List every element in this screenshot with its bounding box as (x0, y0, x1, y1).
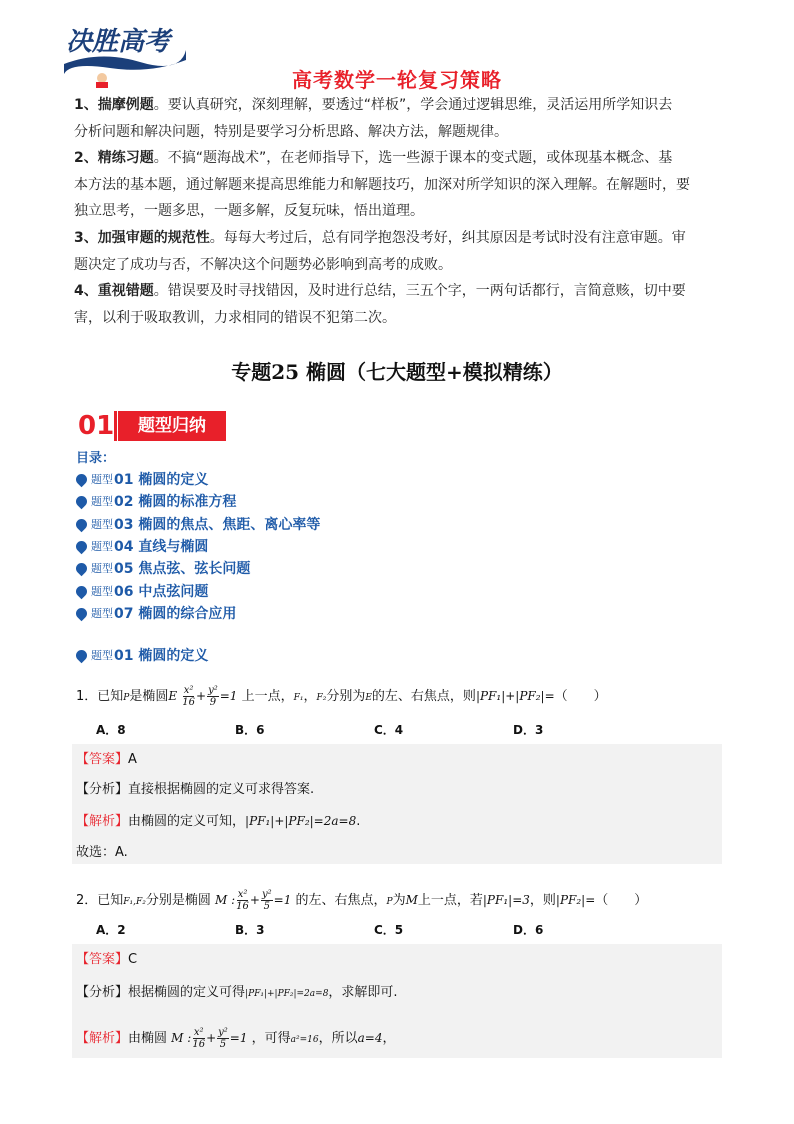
q2-sol-m: M : (171, 1031, 192, 1045)
toc-item-label: 02 椭圆的标准方程 (114, 494, 237, 510)
strategy-item-3 (74, 225, 724, 278)
toc-item-5[interactable] (76, 558, 250, 578)
analysis-eq: |PF₁|+|PF₂|=2a=8 (245, 989, 329, 999)
q1-mid4: 的左、右焦点，则 (371, 689, 476, 704)
frac-num: x² (183, 685, 194, 696)
strategy-head: 4、重视错题 (74, 283, 154, 299)
q2-option-d[interactable]: D．6 (513, 923, 544, 937)
q1-f2: F₂ (316, 693, 327, 703)
q1-solution (76, 810, 360, 829)
strategy-body: 。错误要及时寻找错因，及时进行总结，三五个字，一两句话都行，言简意赅，切中要 (153, 283, 686, 299)
q1-choose (76, 841, 128, 860)
location-pin-icon (74, 538, 90, 554)
q1-mid2: 上一点， (241, 689, 294, 704)
q1-option-c[interactable]: C．4 (374, 723, 404, 737)
q2-expr: |PF₂|= (555, 893, 596, 907)
q1-f1: F₁ (293, 693, 304, 703)
q2-mid5: ，则 (529, 893, 556, 908)
q1-eq-one: =1 (219, 689, 238, 703)
q2-mid1: 分别是椭圆 (145, 893, 211, 908)
toc-type-word: 题型 (91, 562, 113, 575)
section-badge (78, 408, 228, 444)
location-pin-icon (74, 605, 90, 621)
solution-mid: ，可得 (251, 1031, 291, 1046)
strategy-head: 2、精练习题 (74, 150, 154, 166)
frac-den: 16 (236, 901, 249, 912)
frac-num: y² (261, 889, 272, 900)
frac-den: 9 (209, 697, 217, 708)
q1-paren: （ ） (554, 689, 607, 704)
frac-den: 5 (219, 1039, 227, 1050)
strategy-cont: 题决定了成功与否，不解决这个问题势必影响到高考的成败。 (74, 256, 452, 273)
q2-mid4: 上一点，若 (417, 893, 483, 908)
solution-text: 由椭圆的定义可知， (128, 814, 246, 829)
q2-solution: 【解析】由椭圆 M : $\frac{\text{x²}}{16}$ + $\frac{\text{y²}}{5}$ =1 ，可得a²=16，所以a=4， (76, 1027, 396, 1050)
q2-sol-eq-one: =1 (229, 1031, 248, 1045)
q2-option-a[interactable]: A．2 (96, 923, 126, 937)
frac-num: x² (237, 889, 248, 900)
answer-tag: 【答案】 (76, 752, 129, 767)
q2-sol-frac-x (192, 1027, 205, 1050)
q2-options (96, 921, 652, 938)
q2-cond: |PF₁|=3 (482, 893, 530, 907)
location-pin-icon (74, 583, 90, 599)
solution-tag: 【解析】 (76, 1031, 129, 1046)
toc-type-word: 题型 (91, 585, 113, 598)
toc-type-word: 题型 (91, 607, 113, 620)
q2-mid2: 的左、右焦点， (295, 893, 387, 908)
q1-option-a[interactable]: A．8 (96, 723, 126, 737)
q1-answer (76, 748, 137, 767)
toc-item-label: 01 椭圆的定义 (114, 472, 209, 488)
strategy-item-4 (74, 278, 724, 331)
q1-options (96, 721, 652, 738)
q2-m: M : (215, 893, 236, 907)
q2-frac-y (261, 889, 273, 912)
question-1: 1．已知P是椭圆E $\frac{\text{x²}}{16}$ + $\frac{\text{y²}}{9}$ =1 上一点，F₁，F₂分别为E的左、右焦点，则|PF₁|+|PF₂|=（ ） (76, 685, 607, 708)
q2-mid3: 为 (392, 893, 406, 908)
strategy-cont: 分析问题和解决问题，特别是要学习分析思路、解决方法，解题规律。 (74, 123, 508, 140)
toc-item-7[interactable] (76, 603, 236, 623)
solution-end: ， (382, 1031, 396, 1046)
frac-den: 16 (182, 697, 195, 708)
solution-mid2: ，所以 (318, 1031, 358, 1046)
frac-num: y² (218, 1027, 228, 1038)
q2-option-c[interactable]: C．5 (374, 923, 404, 937)
q2-answer (76, 948, 137, 967)
location-pin-icon (74, 560, 90, 576)
toc-item-label: 07 椭圆的综合应用 (114, 606, 237, 622)
solution-eq: |PF₁|+|PF₂|=2a=8 (245, 814, 357, 828)
toc-item-2[interactable] (76, 491, 236, 511)
q1-frac-x (182, 685, 195, 708)
q1-pre: 1．已知 (76, 689, 124, 704)
solution-text: 由椭圆 (128, 1031, 168, 1046)
topic-title: 专题25 椭圆（七大题型+模拟精练） (231, 360, 563, 384)
q2-option-b[interactable]: B．3 (235, 923, 265, 937)
q1-option-d[interactable]: D．3 (513, 723, 544, 737)
frac-den: 16 (192, 1039, 206, 1050)
answer-value: C (128, 952, 138, 967)
answer-tag: 【答案】 (76, 952, 129, 967)
q2-eq-one: =1 (273, 893, 292, 907)
toc-item-6[interactable] (76, 581, 208, 601)
q2-paren: （ ） (595, 893, 648, 908)
analysis-tag: 【分析】 (76, 985, 129, 1000)
toc-type-word: 题型 (91, 518, 113, 531)
strategy-body: 。每每大考过后，总有同学抱怨没考好，纠其原因是考试时没有注意审题。审 (209, 230, 686, 246)
solution-a: a=4 (357, 1031, 383, 1045)
q1-mid3: 分别为 (326, 689, 366, 704)
q1-answer-block (72, 744, 722, 864)
q1-p: P (123, 693, 130, 703)
toc-item-4[interactable] (76, 536, 208, 556)
strategy-cont: 独立思考，一题多思，一题多解，反复玩味，悟出道理。 (74, 203, 424, 219)
analysis-text: 直接根据椭圆的定义可求得答案. (128, 782, 315, 797)
document-title: 高考数学一轮复习策略 (292, 68, 502, 92)
toc-item-label: 03 椭圆的焦点、焦距、离心率等 (114, 517, 321, 533)
frac-num: x² (193, 1027, 204, 1038)
current-section-label: 01 椭圆的定义 (114, 648, 209, 664)
strategy-item-2 (74, 145, 724, 225)
q2-f12: F₁,F₂ (123, 897, 146, 907)
toc-type-word: 题型 (91, 540, 113, 553)
strategy-cont: 害，以利于吸取教训，力求相同的错误不犯第二次。 (74, 309, 396, 326)
strategy-head: 1、揣摩例题 (74, 97, 154, 113)
q1-frac-y (207, 685, 219, 708)
location-pin-icon (74, 647, 90, 663)
strategy-cont: 本方法的基本题，通过解题来提高思维能力和解题技巧，加深对所学知识的深入理解。在解题时，要 (74, 176, 690, 193)
question-2: 2．已知F₁,F₂分别是椭圆 M : $\frac{\text{x²}}{16}$ + $\frac{\text{y²}}{5}$ =1 的左、右焦点，P为M上一点，若|PF₁|=3，则|PF₂|=（ ） (76, 889, 648, 912)
analysis-tag: 【分析】 (76, 782, 129, 797)
q1-expr: |PF₁|+|PF₂|= (475, 689, 555, 703)
section-label: 题型归纳 (118, 411, 226, 441)
answer-value: A (128, 752, 137, 767)
q1-mid1: 是椭圆 (129, 689, 169, 704)
strategy-head: 3、加强审题的规范性 (74, 230, 210, 246)
toc-type-word: 题型 (91, 473, 113, 486)
strategy-item-1 (74, 92, 724, 145)
q2-m2: M (405, 893, 418, 907)
solution-tag: 【解析】 (76, 814, 129, 829)
strategy-body: 。要认真研究，深刻理解，要透过“样板”，学会通过逻辑思维，灵活运用所学知识去 (153, 97, 673, 113)
choose-text: 故选：A. (76, 845, 128, 860)
toc-type-word: 题型 (91, 495, 113, 508)
q1-analysis (76, 778, 314, 797)
q2-pre: 2．已知 (76, 893, 124, 908)
toc-item-label: 06 中点弦问题 (114, 584, 209, 600)
toc-item-1[interactable] (76, 469, 208, 489)
location-pin-icon (74, 493, 90, 509)
q2-analysis (76, 981, 398, 1000)
toc-item-label: 04 直线与椭圆 (114, 539, 209, 555)
solution-a2: a²=16 (290, 1035, 319, 1045)
q2-frac-x (236, 889, 249, 912)
q1-e2: E (365, 693, 372, 703)
q2-p: P (386, 897, 393, 907)
strategy-body: 。不搞“题海战术”，在老师指导下，选一些源于课本的变式题，或体现基本概念、基 (153, 150, 673, 166)
section-number: 01 (78, 411, 115, 441)
analysis-post: ，求解即可. (328, 985, 398, 1000)
toc-item-label: 05 焦点弦、弦长问题 (114, 561, 251, 577)
location-pin-icon (74, 471, 90, 487)
current-section-heading (76, 645, 208, 665)
frac-den: 5 (263, 901, 270, 912)
toc-label: 目录： (76, 451, 116, 466)
q1-option-b[interactable]: B．6 (235, 723, 265, 737)
toc-type-word: 题型 (91, 649, 113, 662)
toc-item-3[interactable] (76, 514, 320, 534)
frac-num: y² (208, 685, 218, 696)
location-pin-icon (74, 516, 90, 532)
solution-end: . (356, 814, 361, 829)
q1-e: E (168, 689, 178, 703)
analysis-text: 根据椭圆的定义可得 (128, 985, 246, 1000)
svg-text:决胜高考: 决胜高考 (66, 27, 171, 57)
q2-sol-frac-y (217, 1027, 229, 1050)
